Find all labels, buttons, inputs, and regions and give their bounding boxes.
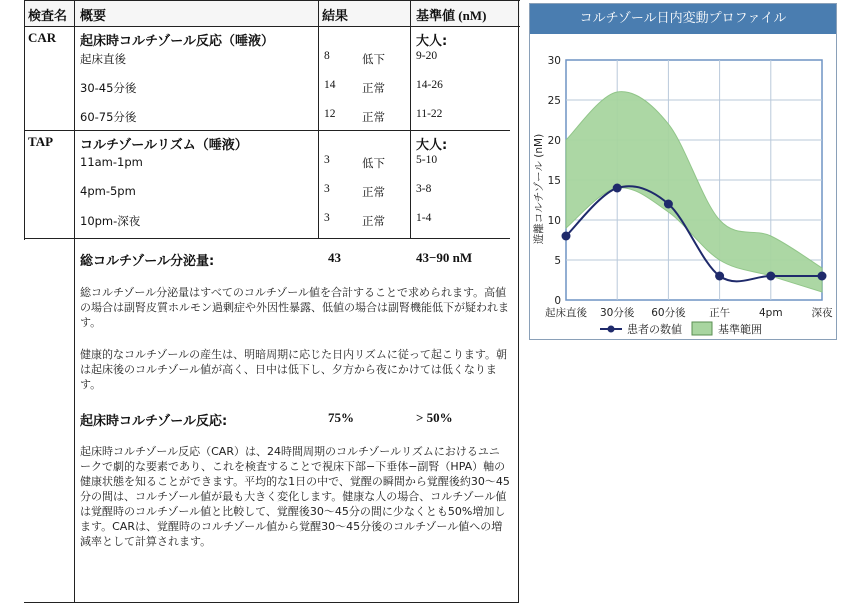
ref-label-tap: 大人: (416, 138, 448, 153)
legend-band-swatch (692, 322, 712, 335)
column-divider-summary (318, 0, 319, 238)
car-range: > 50% (416, 410, 453, 425)
section-divider-tap-total (24, 238, 510, 239)
header-summary: 概要 (80, 9, 107, 24)
row-range: 9-20 (416, 50, 438, 62)
car-label: 起床時コルチゾール反応: (80, 414, 228, 429)
table-header-divider (24, 26, 520, 27)
header-result: 結果 (322, 9, 349, 24)
row-flag: 正常 (362, 81, 385, 95)
row-label: 30-45分後 (80, 81, 137, 95)
patient-data-point (766, 272, 775, 281)
y-tick-label: 20 (547, 135, 561, 147)
row-label: 10pm-深夜 (80, 214, 141, 228)
row-range: 11-22 (416, 108, 443, 120)
row-range: 1-4 (416, 212, 432, 224)
row-flag: 正常 (362, 110, 385, 124)
y-axis-label: 遊離コルチゾール (nM) (533, 133, 545, 245)
legend-point-swatch (608, 326, 615, 333)
row-value: 3 (324, 154, 330, 166)
row-range: 14-26 (416, 79, 443, 91)
x-tick-label: 30分後 (600, 307, 635, 319)
car-description: 起床時コルチゾール反応（CAR）は、24時間周期のコルチゾールリズムにおけるユニークで劇的な要素であり、これを検査することで視床下部−下垂体−副腎（HPA）軸の健康状態を知ることができます。平均的な1日の中で、覚醒の瞬間から覚醒後約30〜45分の間は、コルチゾール値が最も大きく変化します。健康な人の場合、コルチゾール値は覚醒時のコルチゾール値と比較して、覚醒後30〜45分の間に少なくとも50%増加します。CARは、覚醒時のコルチゾール値から覚醒30〜45分後のコルチゾール値への増減率として計算されます。 (80, 445, 510, 548)
car-value: 75% (328, 410, 354, 425)
header-test-name: 検査名 (28, 9, 68, 24)
header-reference: 基準値 (nM) (416, 8, 487, 23)
row-flag: 正常 (362, 185, 385, 199)
row-range: 3-8 (416, 183, 432, 195)
ref-label-car: 大人: (416, 34, 448, 49)
y-tick-label: 0 (554, 295, 561, 307)
cortisol-chart-panel (529, 3, 837, 340)
patient-data-point (664, 200, 673, 209)
y-tick-label: 25 (547, 95, 561, 107)
row-flag: 低下 (362, 156, 385, 170)
chart-title: コルチゾール日内変動プロファイル (530, 4, 836, 34)
x-tick-label: 起床直後 (545, 307, 587, 319)
section-title-tap: コルチゾールリズム（唾液） (80, 138, 248, 153)
total-cortisol-description: 総コルチゾール分泌量はすべてのコルチゾール値を合計することで求められます。高値の場合は副腎皮質ホルモン過剰症や外因性暴露、低値の場合は副腎機能低下が疑われます。 (80, 286, 509, 329)
table-bottom-border (24, 602, 518, 603)
y-tick-label: 5 (554, 255, 561, 267)
row-label: 60-75分後 (80, 110, 137, 124)
cortisol-line-chart (530, 34, 836, 339)
column-divider-result (410, 0, 411, 238)
total-cortisol-label: 総コルチゾール分泌量: (80, 254, 215, 269)
section-title-car: 起床時コルチゾール反応（唾液） (80, 34, 274, 49)
row-range: 5-10 (416, 154, 438, 166)
row-value: 3 (324, 183, 330, 195)
row-value: 8 (324, 50, 330, 62)
row-value: 14 (324, 79, 336, 91)
section-code-car: CAR (28, 30, 57, 45)
legend-label-patient: 患者の数値 (627, 323, 682, 336)
row-flag: 正常 (362, 214, 385, 228)
row-label: 起床直後 (80, 52, 126, 66)
column-divider-name (74, 0, 75, 603)
circadian-rhythm-description: 健康的なコルチゾールの産生は、明暗周期に応じた日内リズムに従って起こります。朝は起床後のコルチゾール値が高く、日中は低下し、夕方から夜にかけては低くなります。 (80, 348, 508, 391)
table-left-border (24, 0, 25, 240)
table-right-border (518, 0, 519, 603)
section-code-tap: TAP (28, 134, 54, 149)
legend-label-reference: 基準範囲 (718, 323, 762, 336)
row-label: 11am-1pm (80, 155, 143, 169)
x-tick-label: 4pm (759, 307, 783, 319)
patient-data-point (715, 272, 724, 281)
y-tick-label: 10 (547, 215, 561, 227)
x-tick-label: 深夜 (811, 307, 833, 319)
x-tick-label: 正午 (709, 307, 731, 319)
x-tick-label: 60分後 (651, 307, 686, 319)
patient-data-point (562, 232, 571, 241)
row-flag: 低下 (362, 52, 385, 66)
patient-data-point (818, 272, 827, 281)
total-cortisol-range: 43−90 nM (416, 250, 473, 265)
section-divider-car-tap (24, 130, 510, 131)
row-value: 12 (324, 108, 336, 120)
row-value: 3 (324, 212, 330, 224)
y-tick-label: 15 (547, 175, 561, 187)
table-top-border (24, 0, 520, 1)
patient-data-point (613, 184, 622, 193)
chart-legend (600, 322, 762, 336)
total-cortisol-value: 43 (328, 250, 341, 265)
y-tick-label: 30 (547, 55, 561, 67)
row-label: 4pm-5pm (80, 184, 136, 198)
